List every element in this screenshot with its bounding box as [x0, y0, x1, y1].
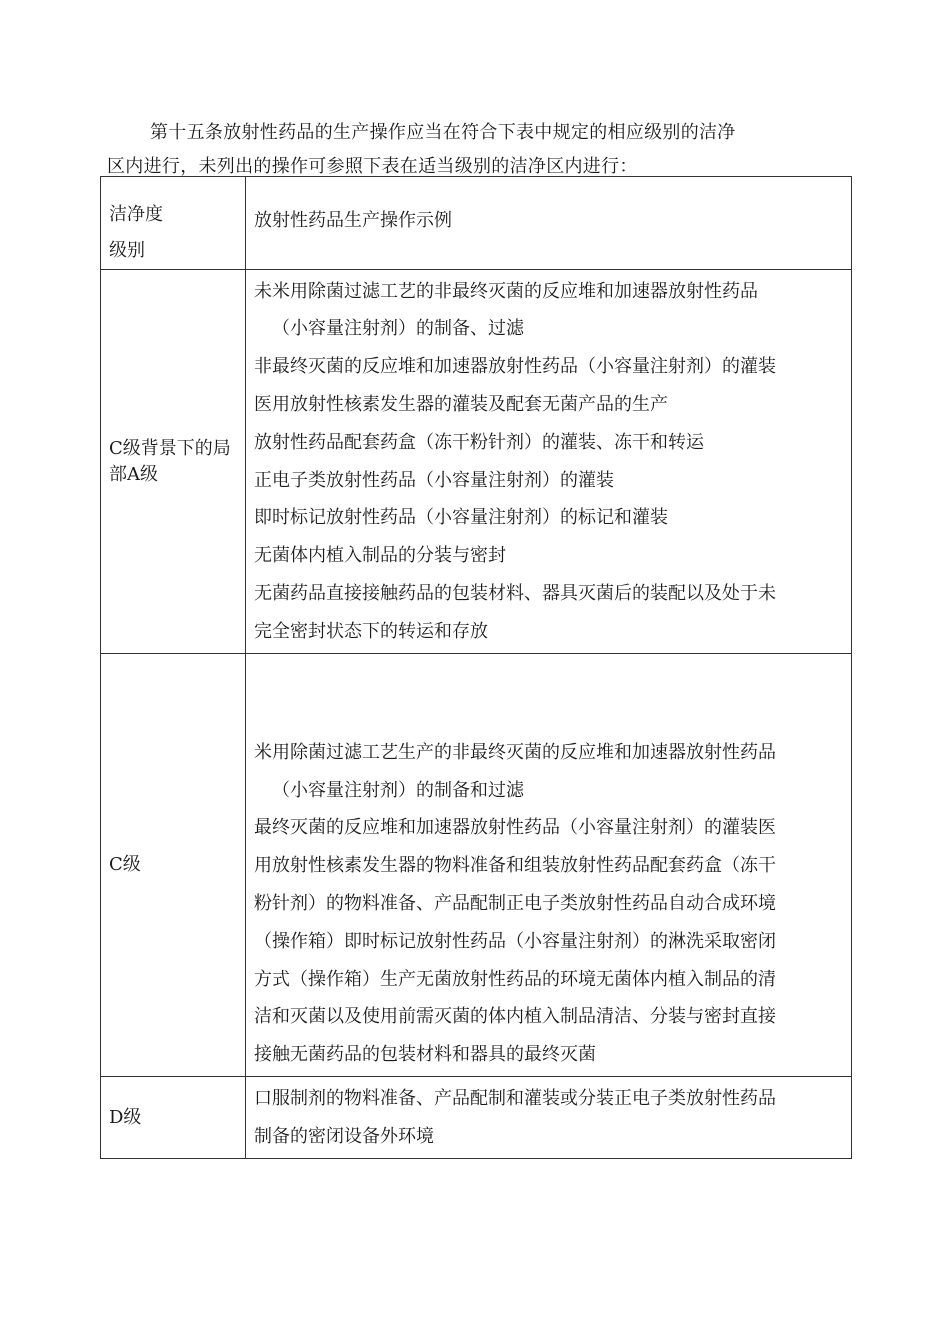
- header-grade-line-1: 洁净度: [109, 204, 163, 225]
- grade-cell: [101, 270, 246, 654]
- header-grade-cell: [101, 177, 246, 270]
- grade-cell: [101, 1077, 246, 1159]
- operation-line: 粉针剂）的物料准备、产品配制正电子类放射性药品自动合成环境: [254, 893, 776, 915]
- operation-line: 正电子类放射性药品（小容量注射剂）的灌装: [254, 469, 614, 491]
- grade-label-line: D级: [109, 1106, 142, 1128]
- operation-line: 最终灭菌的反应堆和加速器放射性药品（小容量注射剂）的灌装医: [254, 817, 776, 839]
- header-grade-line-2: 级别: [109, 240, 145, 261]
- header-operations-label: 放射性药品生产操作示例: [254, 210, 452, 231]
- operations-cell: [246, 654, 852, 1077]
- operation-line: 非最终灭菌的反应堆和加速器放射性药品（小容量注射剂）的灌装: [254, 356, 776, 378]
- table-header-row: [101, 177, 852, 270]
- operation-line: 洁和灭菌以及使用前需灭菌的体内植入制品清洁、分装与密封直接: [254, 1006, 776, 1028]
- table-row: [101, 1077, 852, 1159]
- operation-line: 无菌体内植入制品的分装与密封: [254, 545, 506, 567]
- operation-line: 即时标记放射性药品（小容量注射剂）的标记和灌装: [254, 507, 668, 529]
- operation-line: 无菌药品直接接触药品的包装材料、器具灭菌后的装配以及处于未: [254, 582, 776, 604]
- header-operations-cell: [246, 177, 852, 270]
- table-row: [101, 654, 852, 1077]
- operation-line: （操作箱）即时标记放射性药品（小容量注射剂）的淋洗采取密闭: [254, 930, 776, 952]
- grade-label-line: C级: [109, 854, 141, 875]
- operation-line: 口服制剂的物料准备、产品配制和灌装或分装正电子类放射性药品: [254, 1087, 776, 1109]
- operation-line: 未米用除菌过滤工艺的非最终灭菌的反应堆和加速器放射性药品: [254, 280, 758, 302]
- intro-line-1: 第十五条放射性药品的生产操作应当在符合下表中规定的相应级别的洁净: [150, 122, 736, 143]
- operation-line: 完全密封状态下的转运和存放: [254, 620, 488, 642]
- operation-line: 医用放射性核素发生器的灌装及配套无菌产品的生产: [254, 393, 668, 415]
- intro-paragraph: [107, 116, 847, 184]
- grade-cell: [101, 654, 246, 1077]
- operation-line: 制备的密闭设备外环境: [254, 1125, 434, 1147]
- operation-line: （小容量注射剂）的制备、过滤: [272, 318, 524, 340]
- operation-line: 放射性药品配套药盒（冻干粉针剂）的灌装、冻干和转运: [254, 431, 704, 453]
- grade-label-line: C级背景下的局: [109, 437, 231, 459]
- intro-line-2: 区内进行，未列出的操作可参照下表在适当级别的洁净区内进行：: [107, 156, 638, 177]
- table-row: [101, 270, 852, 654]
- operations-cell: [246, 270, 852, 654]
- operation-line: 用放射性核素发生器的物料准备和组装放射性药品配套药盒（冻干: [254, 855, 776, 877]
- operation-line: 米用除菌过滤工艺生产的非最终灭菌的反应堆和加速器放射性药品: [254, 741, 776, 763]
- operation-line: （小容量注射剂）的制备和过滤: [272, 779, 524, 801]
- grade-label-line: 部A级: [109, 463, 158, 485]
- cleanroom-grade-table: [100, 176, 852, 1159]
- operation-line: 方式（操作箱）生产无菌放射性药品的环境无菌体内植入制品的清: [254, 968, 776, 990]
- operation-line: 接触无菌药品的包装材料和器具的最终灭菌: [254, 1044, 596, 1066]
- operations-cell: [246, 1077, 852, 1159]
